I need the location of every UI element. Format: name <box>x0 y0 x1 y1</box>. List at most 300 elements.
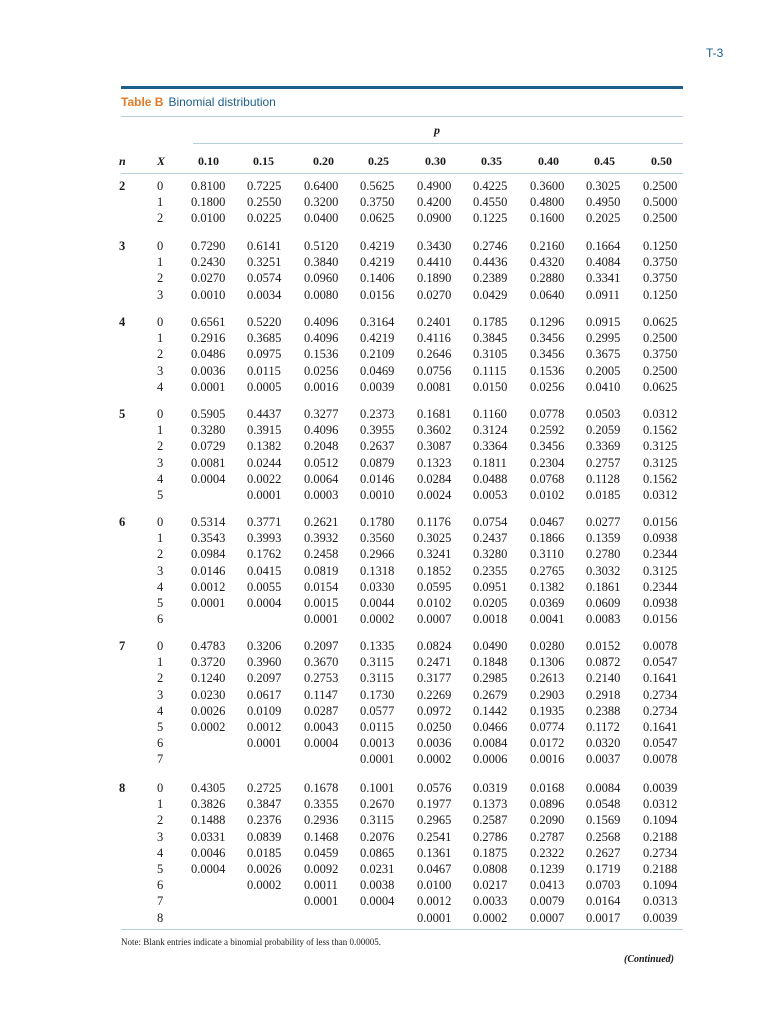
x-value: 0 <box>157 179 164 193</box>
probability-cell: 0.0010 <box>191 287 226 302</box>
n-block <box>0 406 768 503</box>
probability-cell: 0.0703 <box>586 878 621 893</box>
x-value: 1 <box>157 423 164 438</box>
probability-cell: 0.0001 <box>417 910 452 925</box>
probability-cell: 0.0548 <box>586 797 621 812</box>
probability-cell: 0.0055 <box>247 579 282 594</box>
x-value: 3 <box>157 563 164 578</box>
x-value: 5 <box>157 487 164 502</box>
probability-cell: 0.2646 <box>417 347 452 362</box>
probability-cell: 0.1678 <box>304 781 339 795</box>
probability-cell: 0.5120 <box>304 239 339 253</box>
probability-cell: 0.0102 <box>417 595 452 610</box>
probability-cell: 0.0037 <box>586 752 621 767</box>
probability-cell: 0.0001 <box>191 595 226 610</box>
probability-cell: 0.3110 <box>530 547 564 562</box>
probability-cell: 0.3600 <box>530 179 565 193</box>
probability-cell: 0.0016 <box>530 752 565 767</box>
x-value: 6 <box>157 612 164 627</box>
probability-cell: 0.3206 <box>247 639 282 653</box>
n-value: 3 <box>119 239 126 253</box>
x-value: 8 <box>157 910 164 925</box>
p-value-header: 0.30 <box>425 154 446 168</box>
table-row <box>0 314 768 330</box>
probability-cell: 0.1240 <box>191 671 226 686</box>
probability-cell: 0.2025 <box>586 211 621 226</box>
probability-cell: 0.2637 <box>360 439 395 454</box>
table-row <box>0 330 768 346</box>
table-note: Note: Blank entries indicate a binomial probability of less than 0.00005. <box>121 937 381 947</box>
probability-cell: 0.3750 <box>360 195 395 210</box>
probability-cell: 0.0576 <box>417 781 452 795</box>
table-row <box>0 796 768 812</box>
table-row <box>0 893 768 909</box>
probability-cell: 0.0007 <box>530 910 565 925</box>
probability-cell: 0.4320 <box>530 255 565 270</box>
probability-cell: 0.1225 <box>473 211 508 226</box>
table-row <box>0 638 768 654</box>
probability-cell: 0.0625 <box>360 211 395 226</box>
probability-cell: 0.0617 <box>247 687 282 702</box>
probability-cell: 0.0574 <box>247 271 282 286</box>
probability-cell: 0.4096 <box>304 331 339 346</box>
probability-cell: 0.2936 <box>304 813 339 828</box>
probability-cell: 0.2592 <box>530 423 565 438</box>
probability-cell: 0.0595 <box>417 579 452 594</box>
probability-cell: 0.0217 <box>473 878 508 893</box>
probability-cell: 0.2500 <box>643 363 678 378</box>
n-value: 4 <box>119 315 126 329</box>
probability-cell: 0.0004 <box>191 861 226 876</box>
probability-cell: 0.6141 <box>247 239 282 253</box>
probability-cell: 0.0013 <box>360 736 395 751</box>
x-value: 6 <box>157 878 164 893</box>
probability-cell: 0.2550 <box>247 195 282 210</box>
probability-cell: 0.0036 <box>417 736 452 751</box>
probability-cell: 0.0172 <box>530 736 565 751</box>
probability-cell: 0.2458 <box>304 547 339 562</box>
probability-cell: 0.0547 <box>643 655 678 670</box>
probability-cell: 0.0115 <box>247 363 281 378</box>
probability-cell: 0.0410 <box>586 379 621 394</box>
probability-cell: 0.2005 <box>586 363 621 378</box>
probability-cell: 0.1239 <box>530 861 565 876</box>
x-value: 3 <box>157 363 164 378</box>
probability-cell: 0.2500 <box>643 211 678 226</box>
probability-cell: 0.1852 <box>417 563 452 578</box>
x-value: 5 <box>157 595 164 610</box>
probability-cell: 0.0036 <box>191 363 226 378</box>
probability-cell: 0.3115 <box>360 671 394 686</box>
probability-cell: 0.3847 <box>247 797 282 812</box>
table-row <box>0 438 768 454</box>
p-label: p <box>434 123 440 137</box>
probability-cell: 0.1536 <box>530 363 565 378</box>
probability-cell: 0.2437 <box>473 531 508 546</box>
x-value: 5 <box>157 719 164 734</box>
probability-cell: 0.1094 <box>643 813 678 828</box>
probability-cell: 0.0041 <box>530 612 565 627</box>
n-value: 7 <box>119 639 126 653</box>
probability-cell: 0.0640 <box>530 287 565 302</box>
table-title <box>121 95 276 109</box>
probability-cell: 0.0004 <box>360 894 395 909</box>
probability-cell: 0.3341 <box>586 271 621 286</box>
n-block <box>0 780 768 926</box>
probability-cell: 0.3560 <box>360 531 395 546</box>
probability-cell: 0.2160 <box>530 239 565 253</box>
x-value: 7 <box>157 894 164 909</box>
x-column-header: X <box>157 154 166 168</box>
table-row <box>0 780 768 796</box>
probability-cell: 0.1250 <box>643 287 678 302</box>
probability-cell: 0.0084 <box>473 736 508 751</box>
x-value: 0 <box>157 515 164 529</box>
probability-cell: 0.4116 <box>417 331 451 346</box>
probability-cell: 0.0824 <box>417 639 452 653</box>
probability-cell: 0.0547 <box>643 736 678 751</box>
probability-cell: 0.3456 <box>530 347 565 362</box>
probability-cell: 0.0984 <box>191 547 226 562</box>
probability-cell: 0.2966 <box>360 547 395 562</box>
probability-cell: 0.2916 <box>191 331 226 346</box>
probability-cell: 0.2389 <box>473 271 508 286</box>
probability-cell: 0.3200 <box>304 195 339 210</box>
probability-cell: 0.1359 <box>586 531 621 546</box>
probability-cell: 0.2903 <box>530 687 565 702</box>
probability-cell: 0.0287 <box>304 703 339 718</box>
probability-cell: 0.0156 <box>360 287 395 302</box>
table-row <box>0 703 768 719</box>
probability-cell: 0.4436 <box>473 255 508 270</box>
x-value: 4 <box>157 845 164 860</box>
x-value: 2 <box>157 439 164 454</box>
x-value: 1 <box>157 797 164 812</box>
probability-cell: 0.2376 <box>247 813 282 828</box>
probability-cell: 0.0100 <box>417 878 452 893</box>
probability-cell: 0.0039 <box>360 379 395 394</box>
probability-cell: 0.1935 <box>530 703 565 718</box>
probability-cell: 0.3025 <box>586 179 621 193</box>
table-row <box>0 287 768 303</box>
probability-cell: 0.0756 <box>417 363 452 378</box>
probability-cell: 0.1250 <box>643 239 678 253</box>
probability-cell: 0.3025 <box>417 531 452 546</box>
probability-cell: 0.2541 <box>417 829 452 844</box>
probability-cell: 0.0486 <box>191 347 226 362</box>
probability-cell: 0.0244 <box>247 455 282 470</box>
n-block <box>0 314 768 395</box>
x-value: 0 <box>157 239 164 253</box>
table-row <box>0 829 768 845</box>
probability-cell: 0.1382 <box>530 579 565 594</box>
probability-cell: 0.0270 <box>417 287 452 302</box>
probability-cell: 0.2304 <box>530 455 565 470</box>
probability-cell: 0.0006 <box>473 752 508 767</box>
probability-cell: 0.1335 <box>360 639 395 653</box>
probability-cell: 0.1664 <box>586 239 621 253</box>
probability-cell: 0.1641 <box>643 719 678 734</box>
table-row <box>0 406 768 422</box>
p-value-header: 0.35 <box>481 154 502 168</box>
probability-cell: 0.0001 <box>304 894 339 909</box>
probability-cell: 0.4410 <box>417 255 452 270</box>
probability-cell: 0.0001 <box>191 379 226 394</box>
p-value-header: 0.40 <box>538 154 559 168</box>
probability-cell: 0.3115 <box>360 813 394 828</box>
probability-cell: 0.0490 <box>473 639 508 653</box>
probability-cell: 0.0001 <box>304 612 339 627</box>
x-value: 2 <box>157 671 164 686</box>
n-value: 6 <box>119 515 126 529</box>
probability-cell: 0.0369 <box>530 595 565 610</box>
probability-cell: 0.3955 <box>360 423 395 438</box>
probability-cell: 0.3915 <box>247 423 282 438</box>
probability-cell: 0.2090 <box>530 813 565 828</box>
table-row <box>0 194 768 210</box>
probability-cell: 0.2355 <box>473 563 508 578</box>
probability-cell: 0.0026 <box>191 703 226 718</box>
probability-cell: 0.1306 <box>530 655 565 670</box>
probability-cell: 0.3364 <box>473 439 508 454</box>
probability-cell: 0.0754 <box>473 515 508 529</box>
probability-cell: 0.0503 <box>586 407 621 421</box>
x-value: 1 <box>157 331 164 346</box>
probability-cell: 0.0872 <box>586 655 621 670</box>
probability-cell: 0.0312 <box>643 407 678 421</box>
probability-cell: 0.2188 <box>643 861 678 876</box>
probability-cell: 0.2746 <box>473 239 508 253</box>
table-row <box>0 270 768 286</box>
n-value: 2 <box>119 179 126 193</box>
probability-cell: 0.2627 <box>586 845 621 860</box>
x-value: 5 <box>157 861 164 876</box>
n-value: 8 <box>119 781 126 795</box>
probability-cell: 0.2786 <box>473 829 508 844</box>
probability-cell: 0.1875 <box>473 845 508 860</box>
table-row <box>0 670 768 686</box>
title-rule <box>121 116 683 117</box>
probability-cell: 0.3993 <box>247 531 282 546</box>
probability-cell: 0.0488 <box>473 471 508 486</box>
table-row <box>0 346 768 362</box>
probability-cell: 0.1762 <box>247 547 282 562</box>
n-block <box>0 238 768 303</box>
probability-cell: 0.0774 <box>530 719 565 734</box>
probability-cell: 0.0044 <box>360 595 395 610</box>
table-row <box>0 611 768 627</box>
probability-cell: 0.3032 <box>586 563 621 578</box>
probability-cell: 0.0270 <box>191 271 226 286</box>
probability-cell: 0.2269 <box>417 687 452 702</box>
probability-cell: 0.0010 <box>360 487 395 502</box>
probability-cell: 0.0053 <box>473 487 508 502</box>
probability-cell: 0.3456 <box>530 439 565 454</box>
probability-cell: 0.2471 <box>417 655 452 670</box>
probability-cell: 0.1094 <box>643 878 678 893</box>
probability-cell: 0.4219 <box>360 331 395 346</box>
probability-cell: 0.0156 <box>643 515 678 529</box>
probability-cell: 0.1977 <box>417 797 452 812</box>
table-row <box>0 487 768 503</box>
probability-cell: 0.0004 <box>247 595 282 610</box>
probability-cell: 0.1318 <box>360 563 395 578</box>
probability-cell: 0.0429 <box>473 287 508 302</box>
probability-cell: 0.0109 <box>247 703 282 718</box>
p-value-header: 0.20 <box>313 154 334 168</box>
probability-cell: 0.6561 <box>191 315 226 329</box>
probability-cell: 0.0002 <box>473 910 508 925</box>
x-value: 2 <box>157 271 164 286</box>
table-row <box>0 595 768 611</box>
probability-cell: 0.4225 <box>473 179 508 193</box>
x-value: 0 <box>157 315 164 329</box>
probability-cell: 0.0911 <box>586 287 620 302</box>
probability-cell: 0.2430 <box>191 255 226 270</box>
x-value: 3 <box>157 687 164 702</box>
probability-cell: 0.0319 <box>473 781 508 795</box>
probability-cell: 0.1128 <box>586 471 620 486</box>
probability-cell: 0.0007 <box>417 612 452 627</box>
probability-cell: 0.3277 <box>304 407 339 421</box>
probability-cell: 0.4305 <box>191 781 226 795</box>
probability-cell: 0.1468 <box>304 829 339 844</box>
probability-cell: 0.5314 <box>191 515 226 529</box>
probability-cell: 0.0084 <box>586 781 621 795</box>
table-row <box>0 877 768 893</box>
probability-cell: 0.0064 <box>304 471 339 486</box>
probability-cell: 0.0039 <box>643 781 678 795</box>
probability-cell: 0.1147 <box>304 687 338 702</box>
probability-cell: 0.0729 <box>191 439 226 454</box>
probability-cell: 0.0185 <box>586 487 621 502</box>
probability-cell: 0.5220 <box>247 315 282 329</box>
probability-cell: 0.3720 <box>191 655 226 670</box>
probability-cell: 0.0915 <box>586 315 621 329</box>
probability-cell: 0.2109 <box>360 347 395 362</box>
probability-cell: 0.0284 <box>417 471 452 486</box>
probability-cell: 0.0002 <box>247 878 282 893</box>
probability-cell: 0.0012 <box>417 894 452 909</box>
table-row <box>0 422 768 438</box>
probability-cell: 0.0185 <box>247 845 282 860</box>
x-value: 2 <box>157 813 164 828</box>
table-row <box>0 546 768 562</box>
probability-cell: 0.0152 <box>586 639 621 653</box>
probability-cell: 0.1172 <box>586 719 620 734</box>
probability-cell: 0.4950 <box>586 195 621 210</box>
probability-cell: 0.2076 <box>360 829 395 844</box>
probability-cell: 0.3164 <box>360 315 395 329</box>
x-value: 2 <box>157 347 164 362</box>
probability-cell: 0.3602 <box>417 423 452 438</box>
probability-cell: 0.0415 <box>247 563 282 578</box>
probability-cell: 0.0231 <box>360 861 395 876</box>
probability-cell: 0.2048 <box>304 439 339 454</box>
x-value: 3 <box>157 455 164 470</box>
probability-cell: 0.2097 <box>304 639 339 653</box>
probability-cell: 0.0938 <box>643 531 678 546</box>
probability-cell: 0.2388 <box>586 703 621 718</box>
probability-cell: 0.0972 <box>417 703 452 718</box>
probability-cell: 0.2613 <box>530 671 565 686</box>
probability-cell: 0.0046 <box>191 845 226 860</box>
probability-cell: 0.0331 <box>191 829 226 844</box>
probability-cell: 0.0011 <box>304 878 338 893</box>
probability-cell: 0.0467 <box>417 861 452 876</box>
probability-cell: 0.3105 <box>473 347 508 362</box>
table-row <box>0 514 768 530</box>
probability-cell: 0.0225 <box>247 211 282 226</box>
probability-cell: 0.2918 <box>586 687 621 702</box>
probability-cell: 0.1730 <box>360 687 395 702</box>
probability-cell: 0.0002 <box>191 719 226 734</box>
probability-cell: 0.1641 <box>643 671 678 686</box>
probability-cell: 0.0256 <box>304 363 339 378</box>
probability-cell: 0.0038 <box>360 878 395 893</box>
probability-cell: 0.1811 <box>473 455 507 470</box>
probability-cell: 0.3280 <box>473 547 508 562</box>
probability-cell: 0.0015 <box>304 595 339 610</box>
table-row <box>0 861 768 877</box>
probability-cell: 0.0768 <box>530 471 565 486</box>
probability-cell: 0.0938 <box>643 595 678 610</box>
probability-cell: 0.0467 <box>530 515 565 529</box>
table-row <box>0 178 768 194</box>
probability-cell: 0.4219 <box>360 255 395 270</box>
p-rule <box>193 143 683 144</box>
probability-cell: 0.0164 <box>586 894 621 909</box>
probability-cell: 0.0865 <box>360 845 395 860</box>
probability-cell: 0.2500 <box>643 179 678 193</box>
probability-cell: 0.0330 <box>360 579 395 594</box>
p-value-header: 0.10 <box>198 154 219 168</box>
table-row <box>0 379 768 395</box>
probability-cell: 0.4550 <box>473 195 508 210</box>
x-value: 1 <box>157 655 164 670</box>
probability-cell: 0.4084 <box>586 255 621 270</box>
probability-cell: 0.0625 <box>643 315 678 329</box>
probability-cell: 0.0413 <box>530 878 565 893</box>
probability-cell: 0.0004 <box>191 471 226 486</box>
probability-cell: 0.2568 <box>586 829 621 844</box>
n-block <box>0 178 768 227</box>
probability-cell: 0.0951 <box>473 579 508 594</box>
x-value: 2 <box>157 547 164 562</box>
probability-cell: 0.2985 <box>473 671 508 686</box>
probability-cell: 0.0879 <box>360 455 395 470</box>
x-value: 1 <box>157 531 164 546</box>
probability-cell: 0.0960 <box>304 271 339 286</box>
probability-cell: 0.1681 <box>417 407 452 421</box>
probability-cell: 0.0115 <box>360 719 394 734</box>
probability-cell: 0.3241 <box>417 547 452 562</box>
table-row <box>0 238 768 254</box>
probability-cell: 0.1562 <box>643 471 678 486</box>
probability-cell: 0.2780 <box>586 547 621 562</box>
probability-cell: 0.0002 <box>360 612 395 627</box>
table-row <box>0 471 768 487</box>
probability-cell: 0.0100 <box>191 211 226 226</box>
probability-cell: 0.2753 <box>304 671 339 686</box>
probability-cell: 0.0469 <box>360 363 395 378</box>
probability-cell: 0.0003 <box>304 487 339 502</box>
n-block <box>0 514 768 627</box>
probability-cell: 0.3826 <box>191 797 226 812</box>
probability-cell: 0.0081 <box>191 455 226 470</box>
probability-cell: 0.3685 <box>247 331 282 346</box>
probability-cell: 0.0156 <box>643 612 678 627</box>
